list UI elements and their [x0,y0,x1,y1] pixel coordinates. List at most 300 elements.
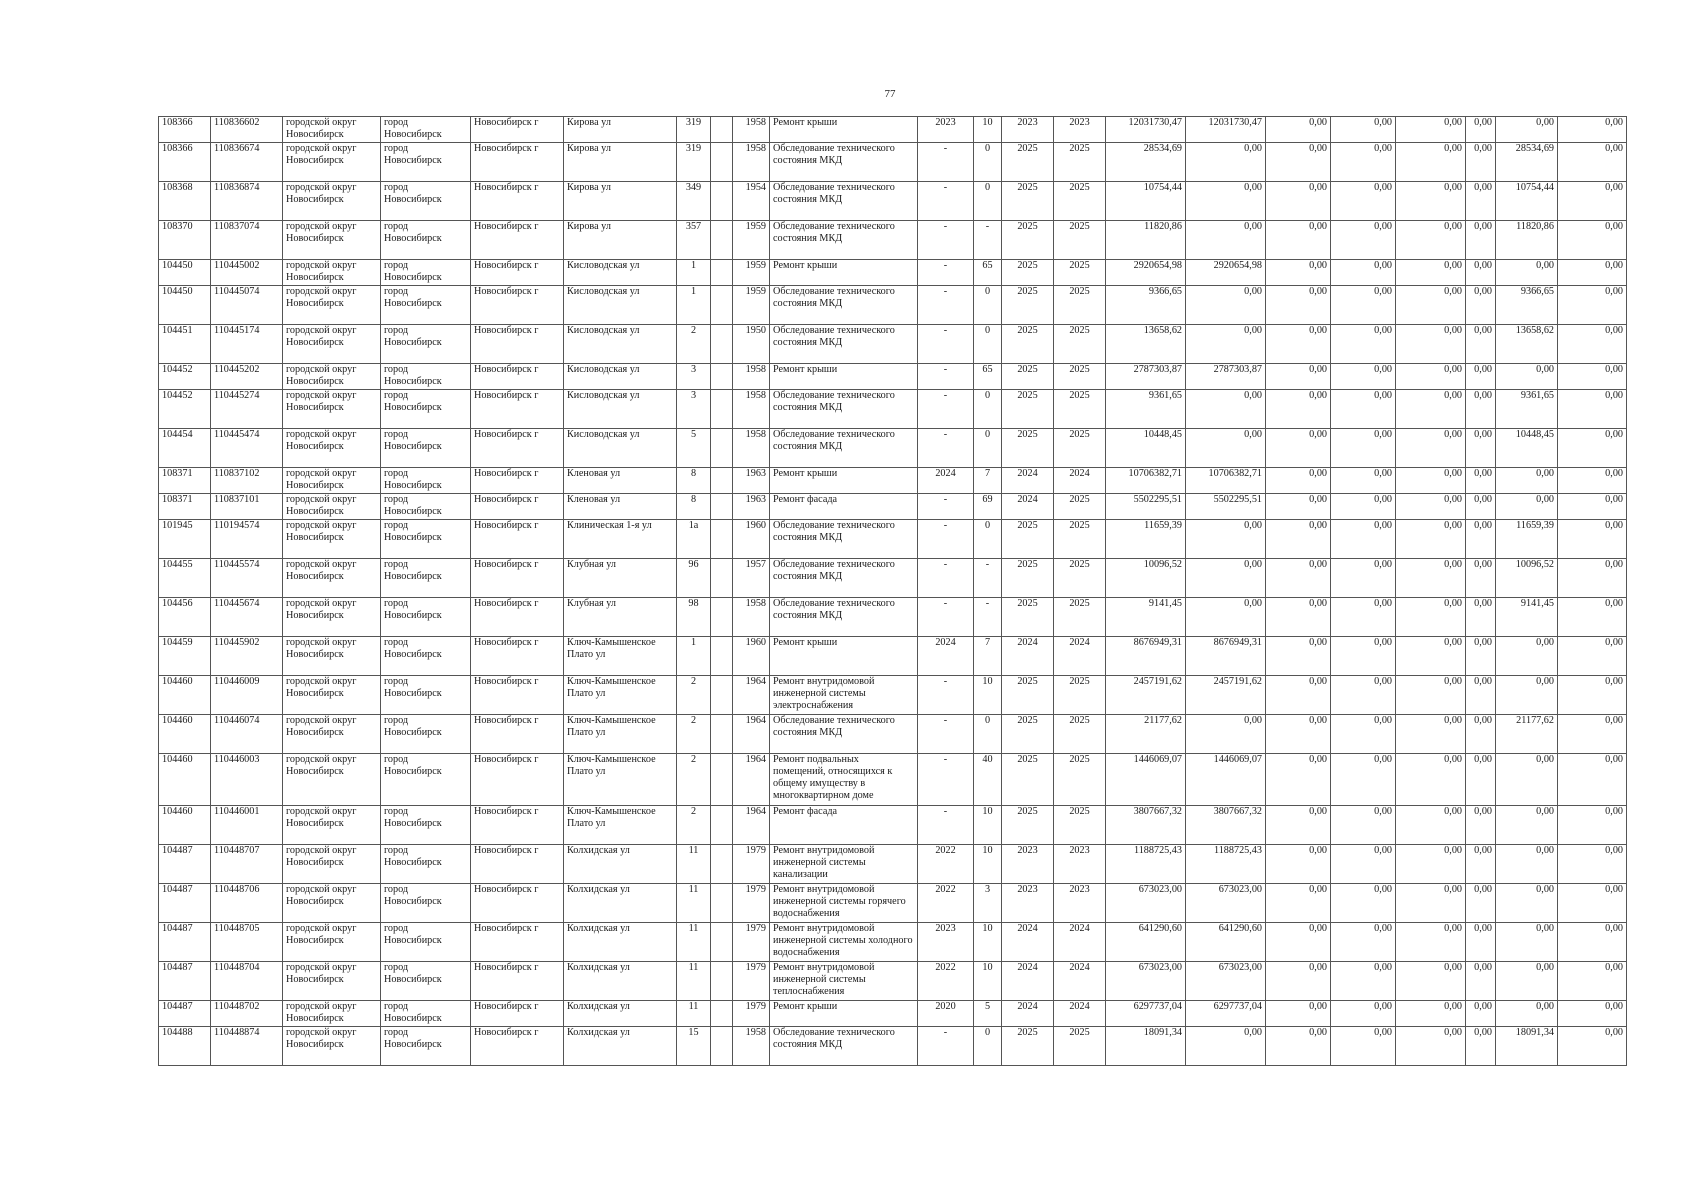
cell-work-id: 110448706 [211,884,283,923]
cell-source-d: 0,00 [1466,884,1496,923]
cell-wear-percent: 0 [974,1027,1002,1066]
cell-house-number: 2 [677,676,711,715]
cell-work-id: 110837102 [211,468,283,494]
cell-source-d: 0,00 [1466,520,1496,559]
table-row [159,962,1627,1001]
cell-source-c: 0,00 [1396,182,1466,221]
cell-total-cost: 1446069,07 [1106,754,1186,806]
cell-source-d: 0,00 [1466,325,1496,364]
cell-settlement: город Новосибирск [381,1001,471,1027]
table-row [159,182,1627,221]
cell-start-year: 2023 [1002,884,1054,923]
cell-source-f: 0,00 [1558,260,1627,286]
cell-source-d: 0,00 [1466,598,1496,637]
cell-build-year: 1979 [733,1001,770,1027]
cell-building [711,117,733,143]
cell-record-id: 104456 [159,598,211,637]
cell-build-year: 1958 [733,364,770,390]
cell-record-id: 108371 [159,494,211,520]
cell-build-year: 1959 [733,260,770,286]
table-row [159,221,1627,260]
cell-planned-year: 2022 [918,884,974,923]
cell-settlement: город Новосибирск [381,637,471,676]
cell-total-cost: 10096,52 [1106,559,1186,598]
cell-wear-percent: 10 [974,845,1002,884]
cell-source-e: 10096,52 [1496,559,1558,598]
cell-work-type: Ремонт фасада [770,806,918,845]
cell-house-number: 1 [677,286,711,325]
cell-house-number: 98 [677,598,711,637]
cell-source-f: 0,00 [1558,754,1627,806]
cell-locality: Новосибирск г [471,715,564,754]
cell-source-a: 0,00 [1266,325,1331,364]
cell-work-id: 110446001 [211,806,283,845]
cell-planned-year: - [918,286,974,325]
cell-municipal-district: городской округ Новосибирск [283,754,381,806]
cell-source-a: 0,00 [1266,923,1331,962]
cell-source-e: 0,00 [1496,364,1558,390]
cell-source-f: 0,00 [1558,520,1627,559]
cell-house-number: 3 [677,390,711,429]
cell-settlement: город Новосибирск [381,494,471,520]
cell-municipal-district: городской округ Новосибирск [283,468,381,494]
cell-work-id: 110194574 [211,520,283,559]
cell-street: Кисловодская ул [564,325,677,364]
cell-source-d: 0,00 [1466,221,1496,260]
cell-wear-percent: 3 [974,884,1002,923]
cell-regional-fund: 0,00 [1186,286,1266,325]
cell-regional-fund: 0,00 [1186,1027,1266,1066]
cell-building [711,1001,733,1027]
cell-building [711,923,733,962]
cell-settlement: город Новосибирск [381,715,471,754]
cell-work-id: 110448874 [211,1027,283,1066]
cell-house-number: 357 [677,221,711,260]
cell-source-c: 0,00 [1396,676,1466,715]
cell-planned-year: - [918,221,974,260]
cell-municipal-district: городской округ Новосибирск [283,390,381,429]
cell-house-number: 11 [677,884,711,923]
cell-regional-fund: 0,00 [1186,520,1266,559]
cell-house-number: 2 [677,715,711,754]
cell-building [711,884,733,923]
cell-record-id: 104488 [159,1027,211,1066]
cell-regional-fund: 10706382,71 [1186,468,1266,494]
cell-building [711,598,733,637]
table-row [159,754,1627,806]
cell-source-b: 0,00 [1331,494,1396,520]
cell-source-e: 10754,44 [1496,182,1558,221]
cell-source-f: 0,00 [1558,962,1627,1001]
cell-record-id: 104460 [159,676,211,715]
cell-locality: Новосибирск г [471,520,564,559]
cell-building [711,754,733,806]
cell-source-d: 0,00 [1466,286,1496,325]
cell-end-year: 2025 [1054,806,1106,845]
cell-wear-percent: 7 [974,637,1002,676]
cell-build-year: 1964 [733,676,770,715]
cell-build-year: 1958 [733,429,770,468]
cell-locality: Новосибирск г [471,845,564,884]
cell-source-e: 18091,34 [1496,1027,1558,1066]
cell-source-d: 0,00 [1466,143,1496,182]
cell-settlement: город Новосибирск [381,845,471,884]
cell-record-id: 104487 [159,845,211,884]
cell-start-year: 2025 [1002,676,1054,715]
cell-source-d: 0,00 [1466,715,1496,754]
cell-work-id: 110448705 [211,923,283,962]
table-row [159,468,1627,494]
cell-start-year: 2023 [1002,845,1054,884]
cell-total-cost: 11659,39 [1106,520,1186,559]
cell-wear-percent: 0 [974,143,1002,182]
cell-municipal-district: городской округ Новосибирск [283,494,381,520]
cell-municipal-district: городской округ Новосибирск [283,845,381,884]
cell-planned-year: - [918,260,974,286]
cell-wear-percent: 69 [974,494,1002,520]
cell-locality: Новосибирск г [471,117,564,143]
cell-record-id: 104459 [159,637,211,676]
cell-regional-fund: 3807667,32 [1186,806,1266,845]
cell-source-d: 0,00 [1466,1001,1496,1027]
cell-source-a: 0,00 [1266,117,1331,143]
cell-street: Ключ-Камышенское Плато ул [564,676,677,715]
cell-source-b: 0,00 [1331,364,1396,390]
cell-source-a: 0,00 [1266,637,1331,676]
cell-source-e: 9366,65 [1496,286,1558,325]
cell-municipal-district: городской округ Новосибирск [283,325,381,364]
cell-build-year: 1963 [733,468,770,494]
cell-build-year: 1979 [733,884,770,923]
cell-source-c: 0,00 [1396,143,1466,182]
cell-end-year: 2025 [1054,260,1106,286]
cell-wear-percent: 0 [974,182,1002,221]
cell-build-year: 1960 [733,637,770,676]
cell-total-cost: 2920654,98 [1106,260,1186,286]
cell-settlement: город Новосибирск [381,1027,471,1066]
cell-building [711,559,733,598]
cell-start-year: 2024 [1002,468,1054,494]
table-row [159,598,1627,637]
cell-work-id: 110445202 [211,364,283,390]
cell-source-c: 0,00 [1396,598,1466,637]
cell-street: Колхидская ул [564,1001,677,1027]
cell-total-cost: 10754,44 [1106,182,1186,221]
cell-end-year: 2023 [1054,884,1106,923]
cell-record-id: 101945 [159,520,211,559]
cell-start-year: 2025 [1002,325,1054,364]
cell-settlement: город Новосибирск [381,325,471,364]
cell-source-a: 0,00 [1266,676,1331,715]
cell-start-year: 2025 [1002,1027,1054,1066]
cell-locality: Новосибирск г [471,143,564,182]
cell-build-year: 1958 [733,117,770,143]
cell-locality: Новосибирск г [471,221,564,260]
table-row [159,260,1627,286]
cell-source-e: 0,00 [1496,676,1558,715]
cell-source-b: 0,00 [1331,962,1396,1001]
cell-build-year: 1964 [733,806,770,845]
cell-total-cost: 8676949,31 [1106,637,1186,676]
cell-source-a: 0,00 [1266,429,1331,468]
cell-end-year: 2025 [1054,182,1106,221]
cell-regional-fund: 0,00 [1186,429,1266,468]
cell-settlement: город Новосибирск [381,884,471,923]
cell-source-e: 9141,45 [1496,598,1558,637]
cell-end-year: 2025 [1054,143,1106,182]
cell-source-e: 0,00 [1496,962,1558,1001]
cell-settlement: город Новосибирск [381,390,471,429]
cell-record-id: 108366 [159,117,211,143]
cell-street: Кленовая ул [564,468,677,494]
cell-source-b: 0,00 [1331,520,1396,559]
cell-source-b: 0,00 [1331,1001,1396,1027]
cell-house-number: 349 [677,182,711,221]
cell-source-b: 0,00 [1331,845,1396,884]
cell-settlement: город Новосибирск [381,676,471,715]
cell-build-year: 1958 [733,390,770,429]
cell-start-year: 2025 [1002,221,1054,260]
cell-locality: Новосибирск г [471,962,564,1001]
cell-total-cost: 10706382,71 [1106,468,1186,494]
cell-total-cost: 11820,86 [1106,221,1186,260]
cell-source-f: 0,00 [1558,1027,1627,1066]
cell-record-id: 104487 [159,962,211,1001]
cell-work-type: Ремонт крыши [770,117,918,143]
capital-repair-register-table [158,116,1627,1066]
cell-record-id: 108366 [159,143,211,182]
cell-work-type: Обследование технического состояния МКД [770,286,918,325]
cell-source-d: 0,00 [1466,676,1496,715]
cell-source-b: 0,00 [1331,143,1396,182]
cell-source-c: 0,00 [1396,962,1466,1001]
cell-planned-year: - [918,715,974,754]
cell-start-year: 2025 [1002,598,1054,637]
cell-settlement: город Новосибирск [381,260,471,286]
cell-source-e: 11659,39 [1496,520,1558,559]
cell-wear-percent: 0 [974,286,1002,325]
cell-total-cost: 21177,62 [1106,715,1186,754]
cell-record-id: 104450 [159,286,211,325]
cell-work-type: Ремонт внутридомовой инженерной системы холодного водоснабжения [770,923,918,962]
cell-work-type: Обследование технического состояния МКД [770,559,918,598]
cell-street: Колхидская ул [564,884,677,923]
cell-source-f: 0,00 [1558,390,1627,429]
cell-end-year: 2025 [1054,1027,1106,1066]
cell-source-a: 0,00 [1266,520,1331,559]
cell-house-number: 1 [677,260,711,286]
cell-end-year: 2024 [1054,962,1106,1001]
cell-planned-year: - [918,429,974,468]
cell-locality: Новосибирск г [471,494,564,520]
cell-building [711,520,733,559]
cell-street: Ключ-Камышенское Плато ул [564,637,677,676]
cell-source-e: 0,00 [1496,923,1558,962]
cell-house-number: 5 [677,429,711,468]
table-row [159,559,1627,598]
cell-regional-fund: 5502295,51 [1186,494,1266,520]
cell-record-id: 108370 [159,221,211,260]
cell-planned-year: - [918,143,974,182]
cell-start-year: 2025 [1002,390,1054,429]
cell-start-year: 2024 [1002,494,1054,520]
cell-locality: Новосибирск г [471,429,564,468]
cell-street: Кленовая ул [564,494,677,520]
cell-wear-percent: 10 [974,806,1002,845]
cell-work-id: 110836674 [211,143,283,182]
table-row [159,286,1627,325]
cell-settlement: город Новосибирск [381,598,471,637]
cell-street: Клиническая 1-я ул [564,520,677,559]
cell-source-f: 0,00 [1558,117,1627,143]
cell-municipal-district: городской округ Новосибирск [283,520,381,559]
cell-regional-fund: 8676949,31 [1186,637,1266,676]
cell-municipal-district: городской округ Новосибирск [283,1027,381,1066]
cell-street: Колхидская ул [564,845,677,884]
cell-start-year: 2025 [1002,520,1054,559]
cell-house-number: 2 [677,806,711,845]
cell-settlement: город Новосибирск [381,143,471,182]
cell-street: Кирова ул [564,221,677,260]
cell-work-id: 110837101 [211,494,283,520]
cell-planned-year: 2023 [918,923,974,962]
cell-source-f: 0,00 [1558,221,1627,260]
cell-record-id: 104460 [159,806,211,845]
cell-settlement: город Новосибирск [381,754,471,806]
cell-work-type: Ремонт внутридомовой инженерной системы горячего водоснабжения [770,884,918,923]
cell-planned-year: 2022 [918,962,974,1001]
cell-total-cost: 9141,45 [1106,598,1186,637]
table-row [159,390,1627,429]
cell-wear-percent: 0 [974,715,1002,754]
cell-house-number: 8 [677,468,711,494]
cell-total-cost: 28534,69 [1106,143,1186,182]
cell-regional-fund: 0,00 [1186,598,1266,637]
cell-start-year: 2025 [1002,806,1054,845]
cell-source-f: 0,00 [1558,598,1627,637]
table-row [159,325,1627,364]
cell-planned-year: - [918,598,974,637]
cell-municipal-district: городской округ Новосибирск [283,1001,381,1027]
cell-wear-percent: 0 [974,429,1002,468]
cell-street: Колхидская ул [564,962,677,1001]
table-row [159,429,1627,468]
cell-municipal-district: городской округ Новосибирск [283,117,381,143]
cell-record-id: 104460 [159,754,211,806]
cell-total-cost: 673023,00 [1106,884,1186,923]
cell-source-a: 0,00 [1266,260,1331,286]
cell-build-year: 1979 [733,845,770,884]
cell-locality: Новосибирск г [471,468,564,494]
cell-source-b: 0,00 [1331,221,1396,260]
cell-wear-percent: - [974,559,1002,598]
table-row [159,676,1627,715]
cell-source-c: 0,00 [1396,923,1466,962]
cell-settlement: город Новосибирск [381,182,471,221]
cell-source-c: 0,00 [1396,845,1466,884]
cell-build-year: 1950 [733,325,770,364]
cell-start-year: 2025 [1002,260,1054,286]
cell-source-d: 0,00 [1466,390,1496,429]
cell-municipal-district: городской округ Новосибирск [283,923,381,962]
cell-planned-year: - [918,559,974,598]
cell-source-c: 0,00 [1396,117,1466,143]
cell-planned-year: 2023 [918,117,974,143]
cell-source-b: 0,00 [1331,325,1396,364]
cell-street: Клубная ул [564,559,677,598]
cell-locality: Новосибирск г [471,559,564,598]
cell-settlement: город Новосибирск [381,221,471,260]
cell-street: Кирова ул [564,117,677,143]
cell-settlement: город Новосибирск [381,429,471,468]
cell-planned-year: - [918,494,974,520]
cell-source-a: 0,00 [1266,286,1331,325]
cell-total-cost: 10448,45 [1106,429,1186,468]
cell-end-year: 2025 [1054,494,1106,520]
cell-building [711,143,733,182]
cell-street: Кисловодская ул [564,286,677,325]
cell-end-year: 2025 [1054,715,1106,754]
cell-source-e: 0,00 [1496,884,1558,923]
cell-regional-fund: 673023,00 [1186,962,1266,1001]
table-row [159,1001,1627,1027]
cell-source-d: 0,00 [1466,754,1496,806]
cell-wear-percent: 0 [974,390,1002,429]
cell-source-d: 0,00 [1466,637,1496,676]
cell-building [711,715,733,754]
cell-planned-year: - [918,806,974,845]
cell-source-f: 0,00 [1558,286,1627,325]
cell-work-type: Обследование технического состояния МКД [770,325,918,364]
cell-regional-fund: 12031730,47 [1186,117,1266,143]
cell-municipal-district: городской округ Новосибирск [283,676,381,715]
cell-work-id: 110445902 [211,637,283,676]
cell-source-e: 9361,65 [1496,390,1558,429]
cell-building [711,962,733,1001]
cell-building [711,637,733,676]
cell-building [711,286,733,325]
cell-source-b: 0,00 [1331,1027,1396,1066]
cell-source-c: 0,00 [1396,468,1466,494]
cell-work-type: Ремонт крыши [770,364,918,390]
cell-locality: Новосибирск г [471,1001,564,1027]
cell-source-c: 0,00 [1396,325,1466,364]
cell-municipal-district: городской округ Новосибирск [283,962,381,1001]
table-row [159,520,1627,559]
cell-source-f: 0,00 [1558,676,1627,715]
cell-build-year: 1963 [733,494,770,520]
cell-total-cost: 13658,62 [1106,325,1186,364]
cell-municipal-district: городской округ Новосибирск [283,806,381,845]
cell-source-a: 0,00 [1266,494,1331,520]
cell-source-d: 0,00 [1466,494,1496,520]
cell-street: Ключ-Камышенское Плато ул [564,715,677,754]
cell-source-c: 0,00 [1396,754,1466,806]
cell-building [711,494,733,520]
cell-start-year: 2025 [1002,715,1054,754]
cell-work-type: Обследование технического состояния МКД [770,390,918,429]
cell-wear-percent: 10 [974,962,1002,1001]
cell-source-a: 0,00 [1266,598,1331,637]
cell-municipal-district: городской округ Новосибирск [283,143,381,182]
cell-total-cost: 5502295,51 [1106,494,1186,520]
cell-wear-percent: 40 [974,754,1002,806]
cell-locality: Новосибирск г [471,286,564,325]
cell-regional-fund: 2787303,87 [1186,364,1266,390]
cell-record-id: 108371 [159,468,211,494]
cell-street: Кирова ул [564,182,677,221]
cell-end-year: 2025 [1054,754,1106,806]
